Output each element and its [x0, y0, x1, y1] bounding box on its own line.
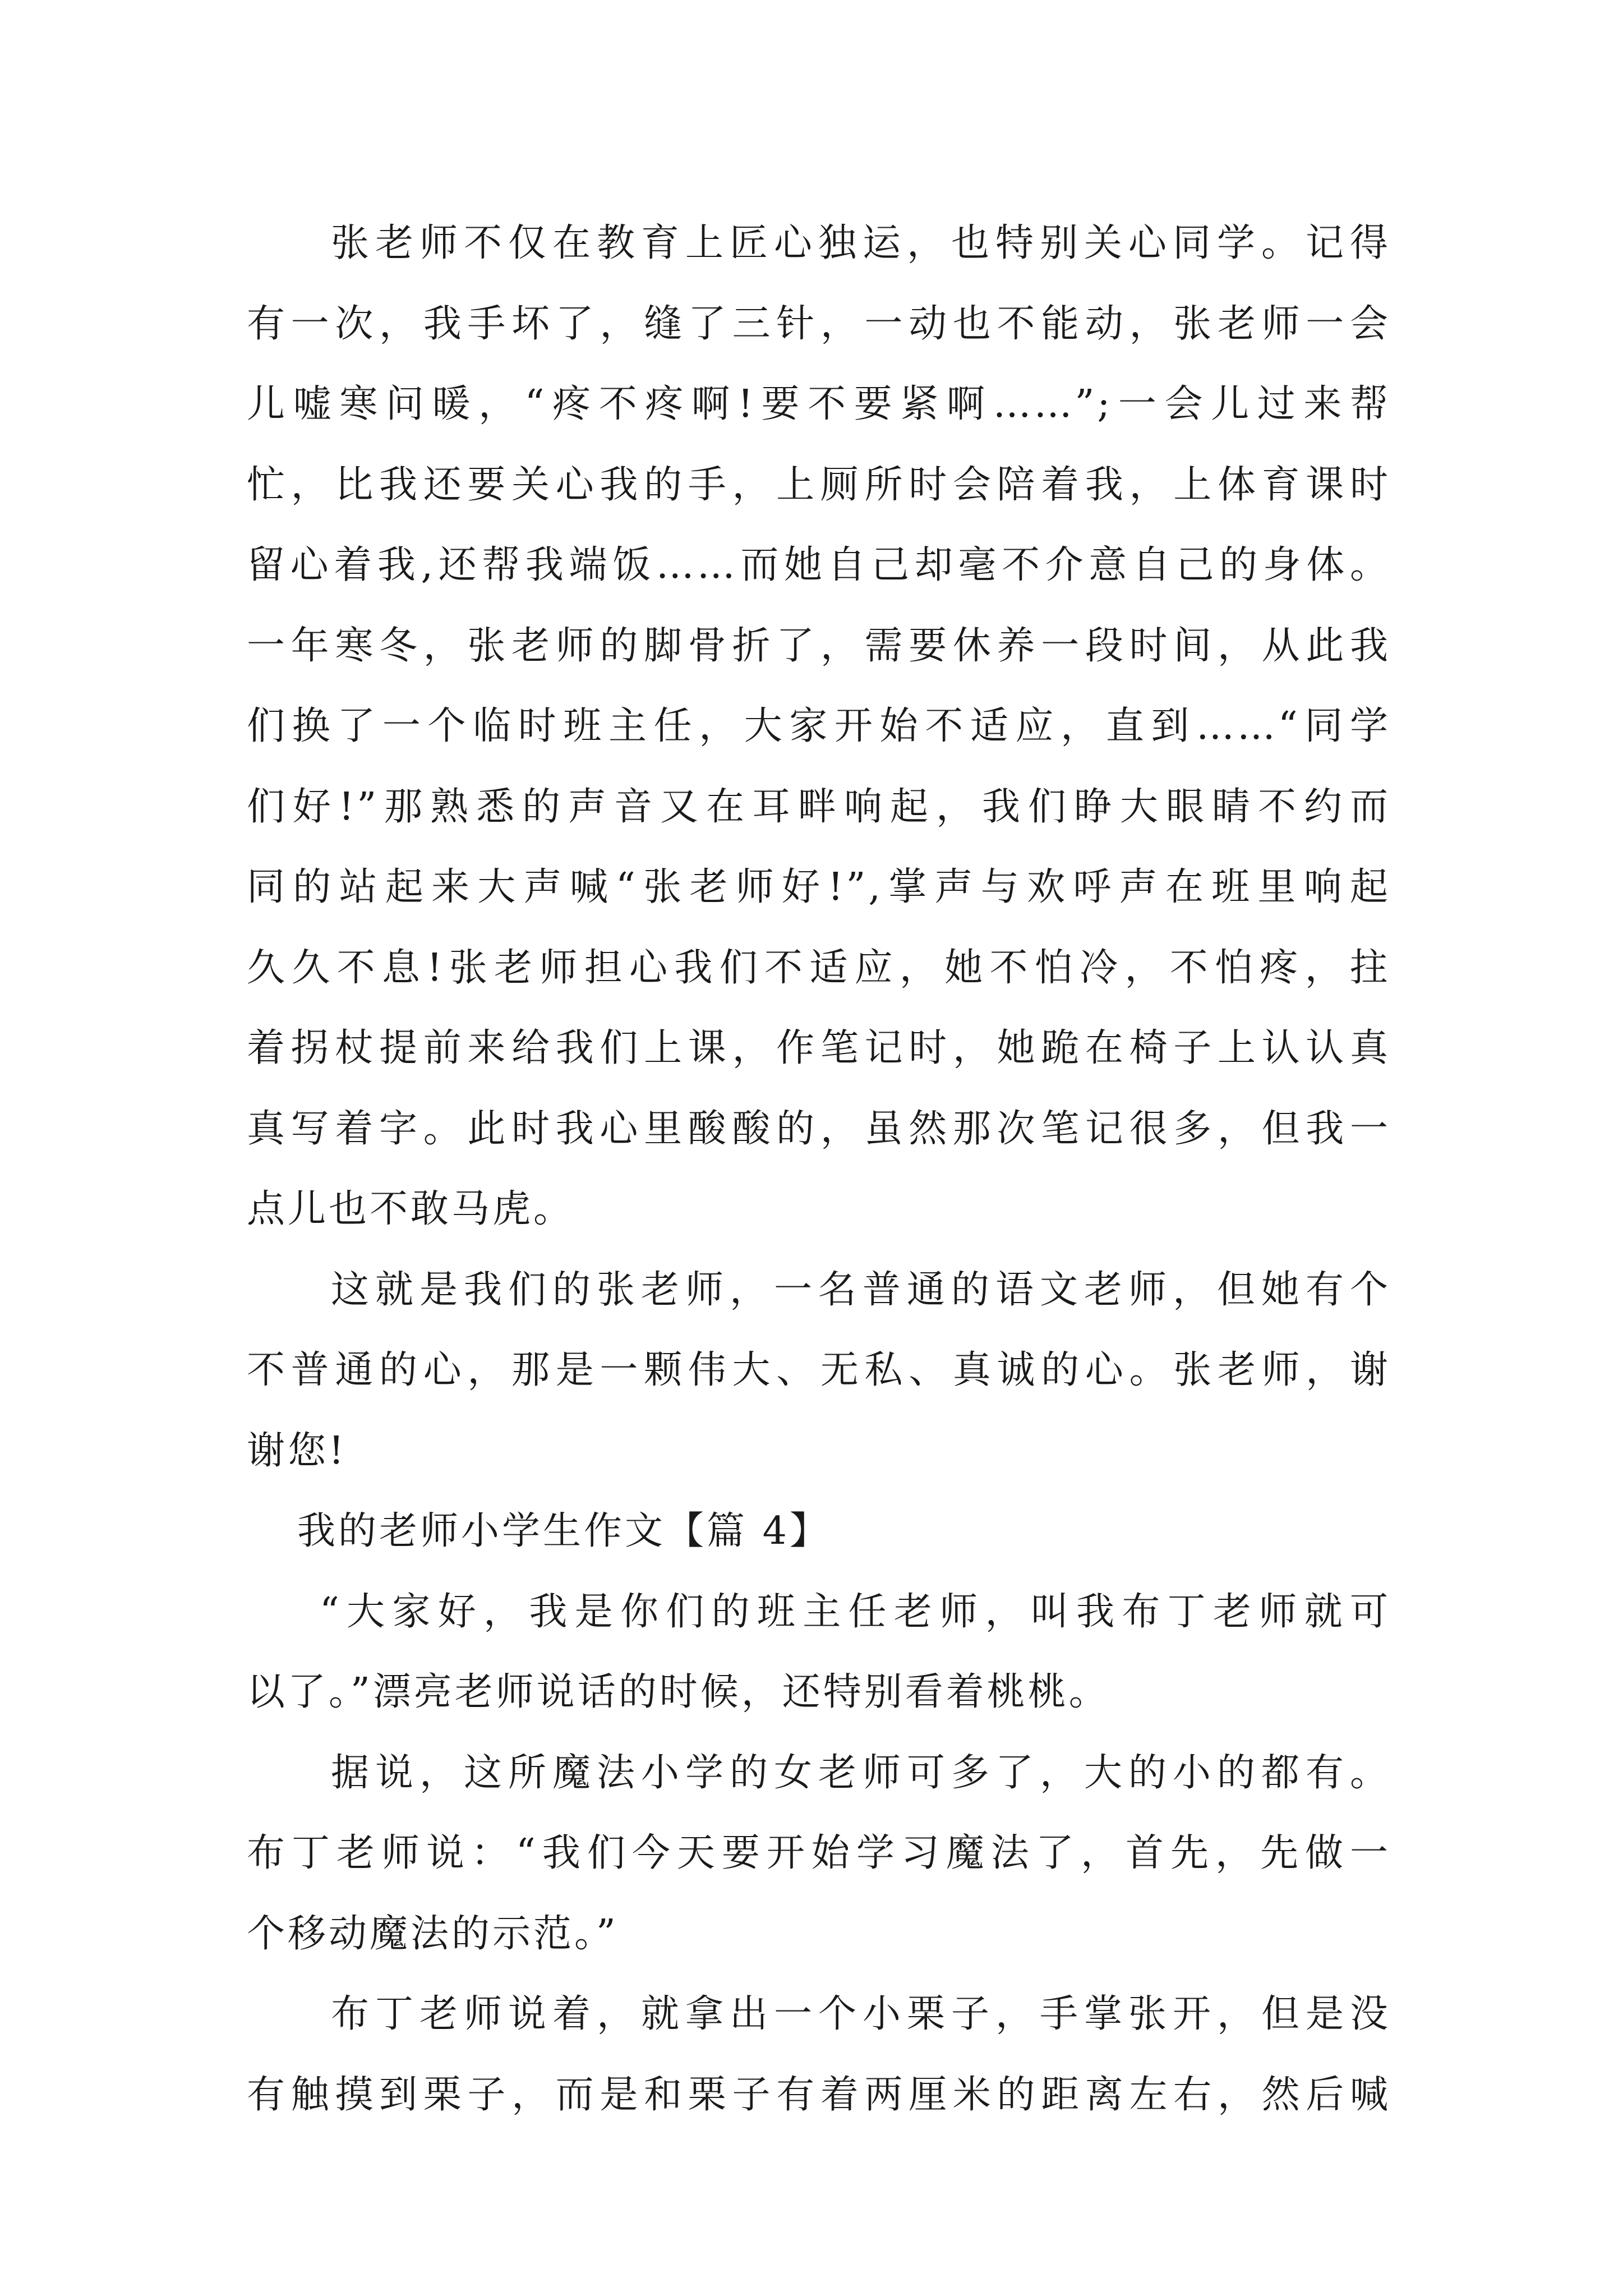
paragraph-line: 布丁老师说着，就拿出一个小栗子，手掌张开，但是没 — [331, 1992, 1391, 2036]
paragraph-line: 以了。”漂亮老师说话的时候，还特别看着桃桃。 — [247, 1670, 1110, 1714]
paragraph-line: 儿嘘寒问暖，“疼不疼啊!要不要紧啊……”;一会儿过来帮 — [247, 382, 1391, 426]
paragraph-line: 留心着我,还帮我端饭……而她自己却毫不介意自己的身体。 — [247, 543, 1391, 587]
paragraph-line: 们换了一个临时班主任，大家开始不适应，直到……“同学 — [247, 704, 1391, 748]
paragraph-line: 布丁老师说：“我们今天要开始学习魔法了，首先，先做一 — [247, 1831, 1391, 1875]
paragraph-line: 有一次，我手坏了，缝了三针，一动也不能动，张老师一会 — [247, 301, 1391, 346]
paragraph-line: 谢您! — [247, 1428, 347, 1473]
document-body — [247, 203, 1391, 2135]
section-heading: 我的老师小学生作文【篇 4】 — [297, 1509, 831, 1553]
paragraph-line: 们好!”那熟悉的声音又在耳畔响起，我们睁大眼睛不约而 — [247, 784, 1391, 829]
paragraph-line: 张老师不仅在教育上匠心独运，也特别关心同学。记得 — [331, 221, 1391, 265]
paragraph-line: 有触摸到栗子，而是和栗子有着两厘米的距离左右，然后喊 — [247, 2072, 1391, 2117]
paragraph-line: 着拐杖提前来给我们上课，作笔记时，她跪在椅子上认认真 — [247, 1026, 1391, 1070]
paragraph-line: 个移动魔法的示范。” — [247, 1911, 619, 1956]
paragraph-line: 忙，比我还要关心我的手，上厕所时会陪着我，上体育课时 — [247, 462, 1391, 507]
paragraph-line: 一年寒冬，张老师的脚骨折了，需要休养一段时间，从此我 — [247, 623, 1391, 668]
paragraph-line: 真写着字。此时我心里酸酸的，虽然那次笔记很多，但我一 — [247, 1106, 1391, 1151]
paragraph-line: “大家好，我是你们的班主任老师，叫我布丁老师就可 — [320, 1589, 1391, 1634]
paragraph-line: 据说，这所魔法小学的女老师可多了，大的小的都有。 — [331, 1750, 1391, 1795]
paragraph-line: 点儿也不敢马虎。 — [247, 1187, 575, 1231]
paragraph-line: 这就是我们的张老师，一名普通的语文老师，但她有个 — [331, 1267, 1391, 1312]
paragraph-line: 久久不息!张老师担心我们不适应，她不怕冷，不怕疼，拄 — [247, 945, 1391, 990]
paragraph-line: 不普通的心，那是一颗伟大、无私、真诚的心。张老师，谢 — [247, 1348, 1391, 1392]
paragraph-line: 同的站起来大声喊“张老师好!”,掌声与欢呼声在班里响起 — [247, 865, 1391, 909]
